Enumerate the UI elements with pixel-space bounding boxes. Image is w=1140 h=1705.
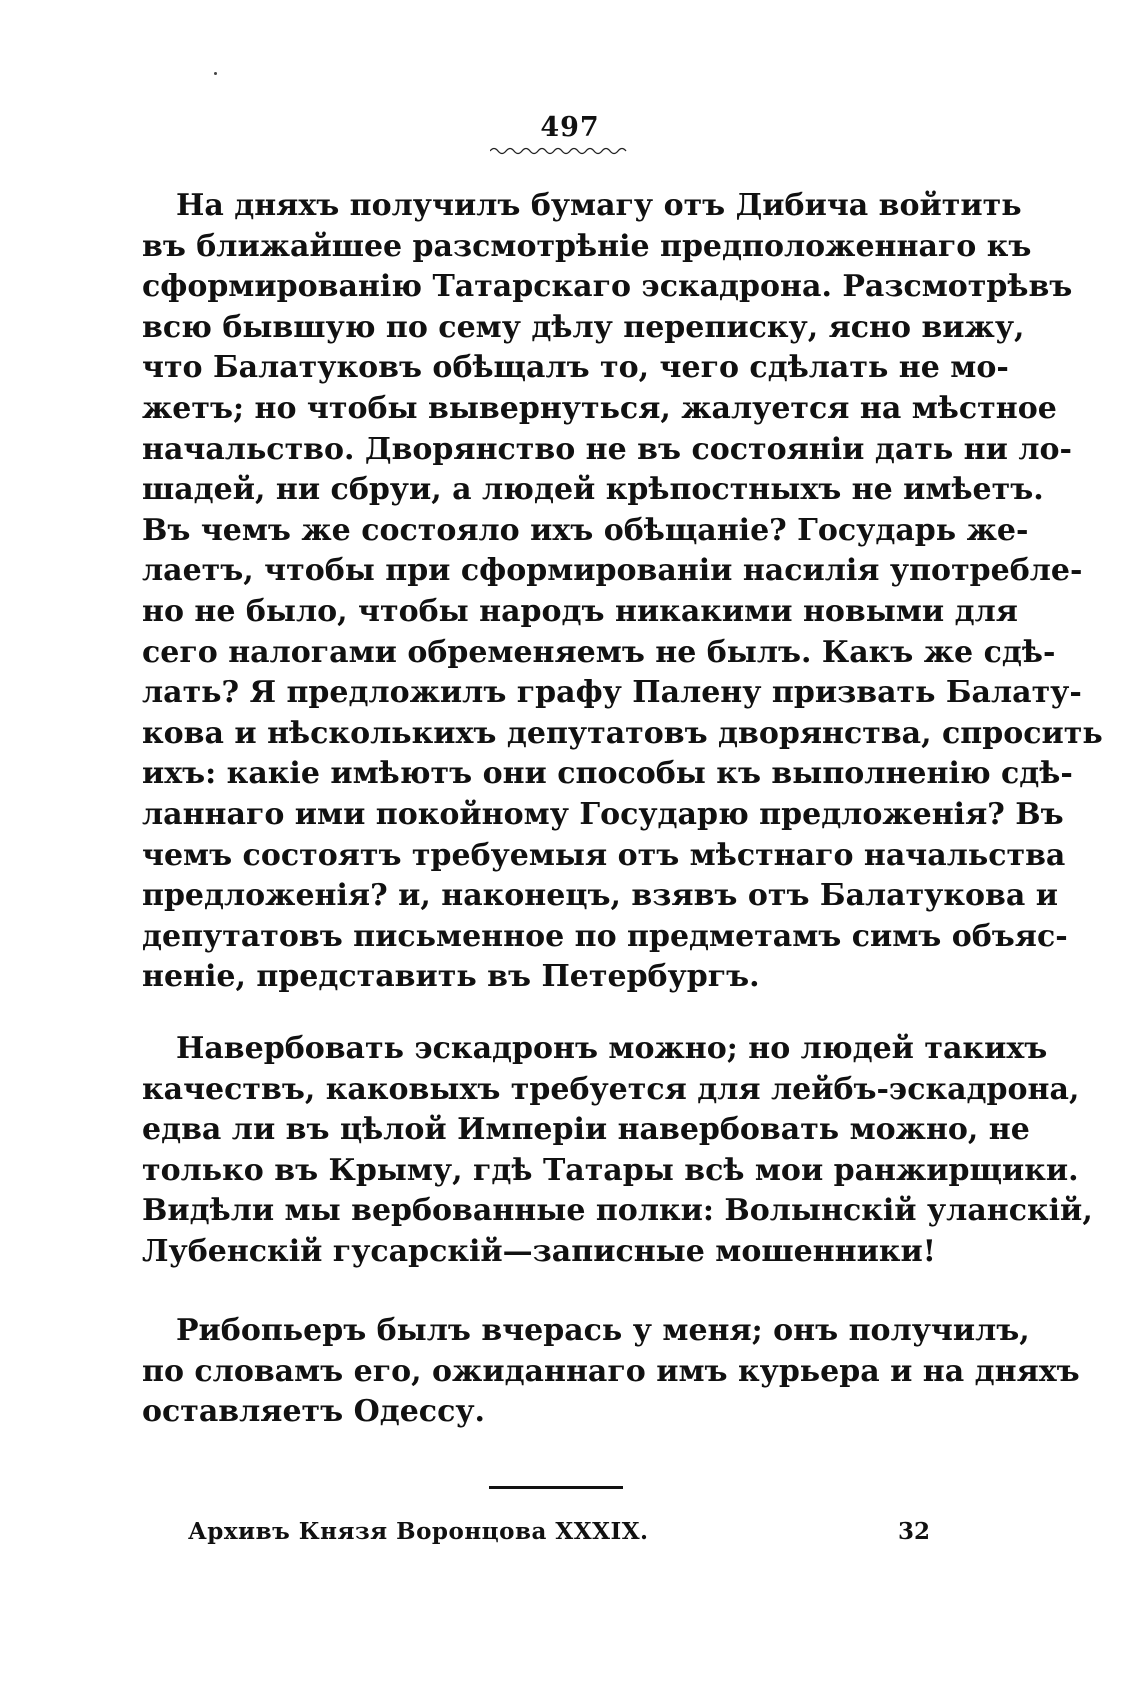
text-line: оставляетъ Одессу.: [142, 1394, 485, 1430]
text-line: но не было, чтобы народъ никакими новыми для: [142, 593, 1018, 629]
text-line: всю бывшую по сему дѣлу переписку, ясно вижу,: [142, 309, 1025, 345]
paragraph-3: [142, 1311, 1080, 1433]
footer-divider: [489, 1486, 623, 1489]
text-line: Видѣли мы вербованные полки: Волынскій уланскій,: [142, 1193, 1093, 1229]
text-line: чемъ состоятъ требуемыя отъ мѣстнаго начальства: [142, 837, 1066, 873]
page-number: 497: [540, 112, 600, 143]
text-line: ихъ: какіе имѣютъ они способы къ выполненію сдѣ-: [142, 756, 1073, 792]
text-line: Лубенскій гусарскій—записные мошенники!: [142, 1233, 936, 1269]
text-line: шадей, ни сбруи, а людей крѣпостныхъ не имѣетъ.: [142, 472, 1044, 508]
paragraph-1: [142, 186, 1103, 998]
text-line: качествъ, каковыхъ требуется для лейбъ-эскадрона,: [142, 1071, 1080, 1107]
text-line: ланнаго ими покойному Государю предложенія? Въ: [142, 796, 1064, 832]
text-line: Навербовать эскадронъ можно; но людей такихъ: [176, 1031, 1048, 1066]
paper-speck: [214, 72, 217, 75]
text-line: что Балатуковъ обѣщалъ то, чего сдѣлать не мо-: [142, 350, 1009, 386]
text-line: предложенія? и, наконецъ, взявъ отъ Балатукова и: [142, 878, 1059, 914]
text-line: только въ Крыму, гдѣ Татары всѣ мои ранжирщики.: [142, 1152, 1079, 1188]
text-line: лаетъ, чтобы при сформированіи насилія употребле-: [142, 553, 1083, 589]
text-line: начальство. Дворянство не въ состояніи дать ни ло-: [142, 431, 1072, 467]
text-line: неніе, представить въ Петербургъ.: [142, 959, 760, 995]
text-line: кова и нѣсколькихъ депутатовъ дворянства, спросить: [142, 715, 1103, 751]
paragraph-2: [142, 1029, 1093, 1273]
text-line: въ ближайшее разсмотрѣніе предположеннаго къ: [142, 228, 1032, 264]
text-line: едва ли въ цѣлой Имперіи навербовать можно, не: [142, 1112, 1030, 1148]
text-line: по словамъ его, ожиданнаго имъ курьера и на дняхъ: [142, 1353, 1080, 1389]
text-line: жетъ; но чтобы вывернуться, жалуется на мѣстное: [142, 390, 1057, 426]
text-line: Рибопьеръ былъ вчерась у меня; онъ получилъ,: [176, 1313, 1030, 1348]
text-line: сформированію Татарскаго эскадрона. Разсмотрѣвъ: [142, 269, 1073, 305]
text-line: лать? Я предложилъ графу Палену призвать Балату-: [142, 675, 1082, 711]
text-line: Въ чемъ же состояло ихъ обѣщаніе? Государь же-: [142, 512, 1029, 548]
text-line: сего налогами обременяемъ не былъ. Какъ же сдѣ-: [142, 634, 1056, 670]
footer-source-title: Архивъ Князя Воронцова XXXIX.: [188, 1518, 649, 1545]
text-line: депутатовъ письменное по предметамъ симъ объяс-: [142, 918, 1068, 954]
wavy-ornament: [490, 146, 630, 156]
text-line: На дняхъ получилъ бумагу отъ Дибича войтить: [176, 188, 1022, 223]
footer-sheet-number: 32: [898, 1518, 931, 1545]
